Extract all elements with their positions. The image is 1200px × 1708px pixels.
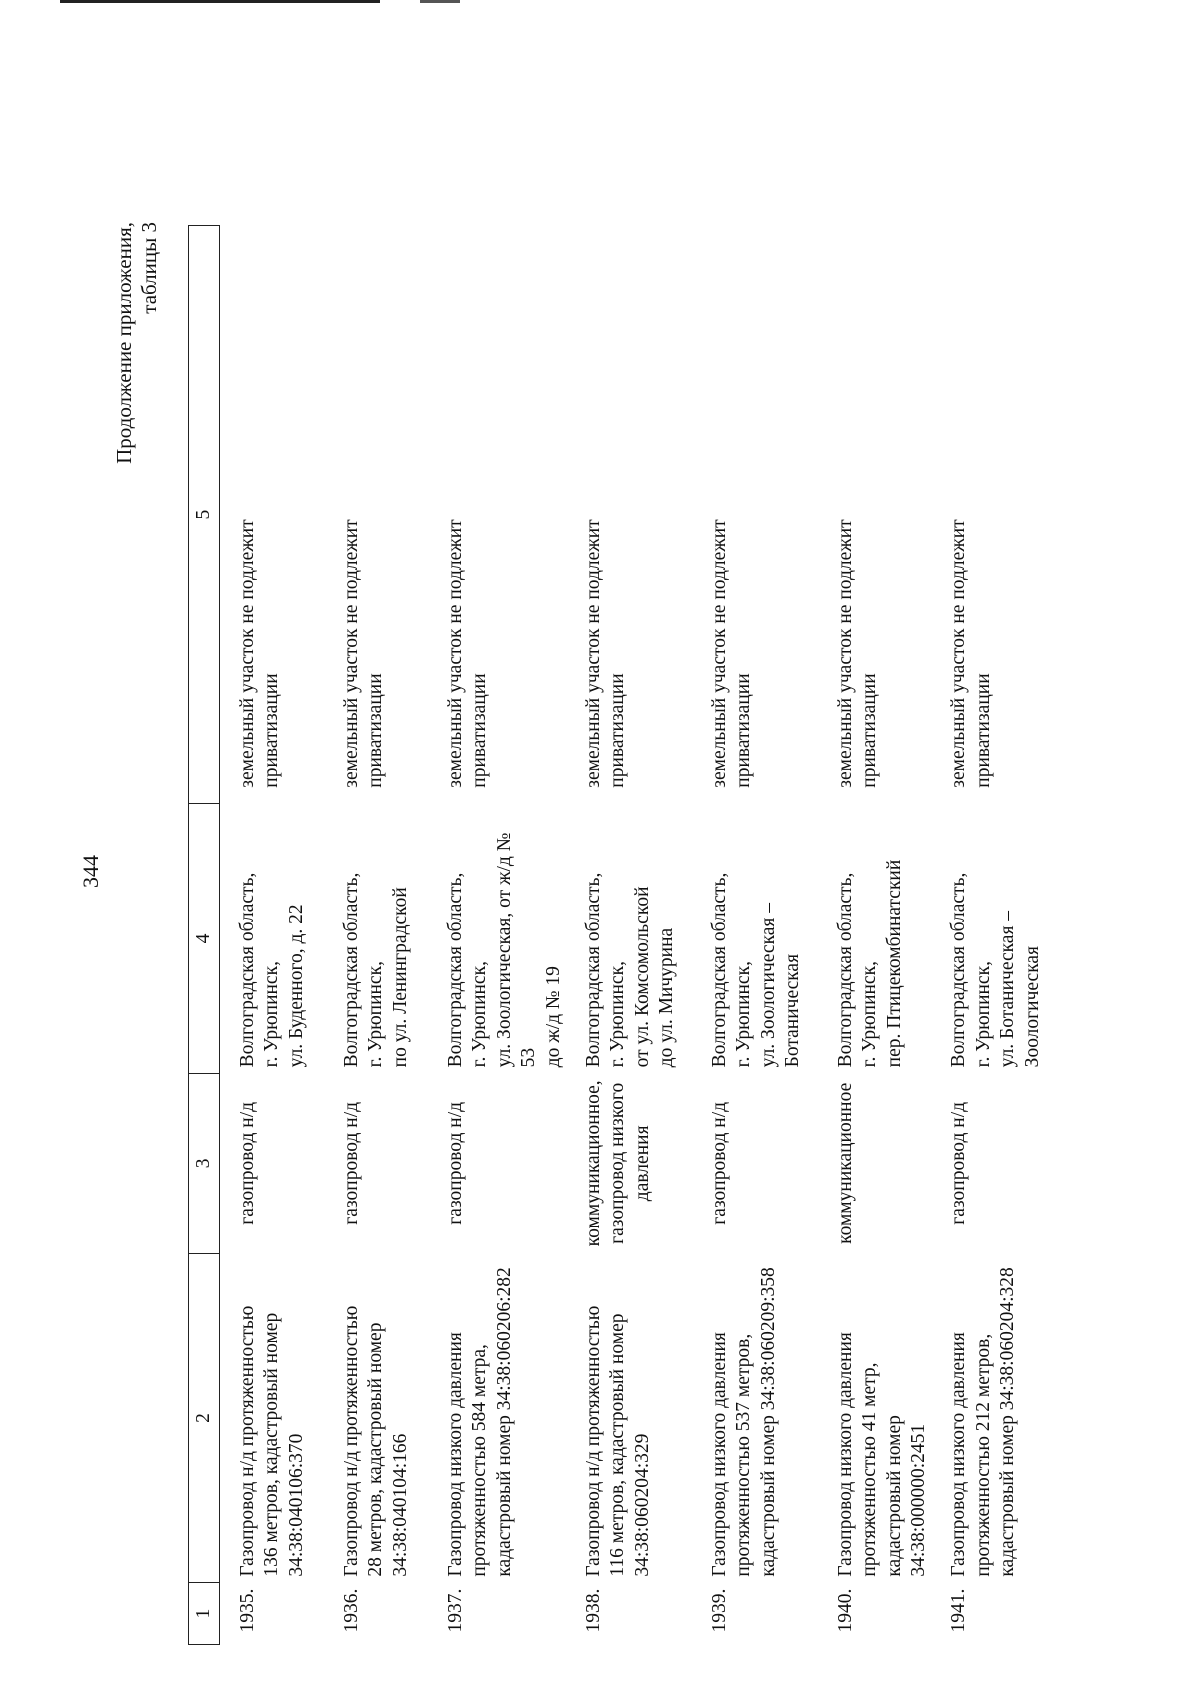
row-number: 1936. (341, 1588, 362, 1633)
object-type: коммуникационное, газопровод низкого давления (582, 1080, 653, 1247)
object-name: Газопровод н/д протяженностью 116 метров, кадастровый номер 34:38:060204:329 (582, 1305, 653, 1577)
object-note: земельный участок не подлежит приватизации (341, 519, 387, 788)
column-header-1: 1 (189, 1583, 220, 1645)
object-address: Волгоградская область, г. Урюпинск, ул. Ботаническая – Зоологическая (948, 872, 1043, 1068)
object-note: земельный участок не подлежит приватизации (948, 519, 994, 788)
object-name: Газопровод н/д протяженностью 28 метров, кадастровый номер 34:38:040104:166 (341, 1305, 411, 1577)
column-header-3: 3 (189, 1073, 220, 1253)
table-row (566, 226, 692, 1645)
row-number: 1937. (445, 1588, 466, 1633)
object-note: земельный участок не подлежит приватизации (445, 519, 491, 788)
object-name: Газопровод низкого давления протяженностью 584 метра, кадастровый номер 34:38:060206:282 (445, 1267, 515, 1577)
row-number: 1939. (708, 1588, 730, 1633)
object-type: газопровод н/д (708, 1101, 730, 1225)
object-note: земельный участок не подлежит приватизации (582, 519, 629, 788)
table-row (428, 226, 566, 1645)
table-row (692, 226, 818, 1645)
object-address: Волгоградская область, г. Урюпинск, ул. Зоологическая, от ж/д № 53 до ж/д № 19 (445, 832, 564, 1068)
page-number: 344 (78, 855, 103, 888)
object-address: Волгоградская область, г. Урюпинск, ул. Зоологическая – Ботаническая (708, 872, 803, 1068)
object-name: Газопровод низкого давления протяженностью 212 метров, кадастровый номер 34:38:060204:328 (948, 1267, 1019, 1577)
object-note: земельный участок не подлежит приватизации (237, 519, 283, 788)
table-row (220, 226, 325, 1645)
continuation-caption: Продолжение приложения, таблицы 3 (112, 222, 162, 464)
table-row (324, 226, 428, 1645)
object-type: газопровод н/д (948, 1101, 970, 1225)
row-number: 1940. (834, 1588, 856, 1633)
object-name: Газопровод низкого давления протяженностью 537 метров, кадастровый номер 34:38:060209:358 (708, 1267, 779, 1577)
column-header-5: 5 (189, 226, 220, 804)
object-address: Волгоградская область, г. Урюпинск, по ул. Ленинградской (341, 872, 411, 1068)
row-number: 1938. (582, 1588, 604, 1633)
column-header-4: 4 (189, 804, 220, 1074)
property-table (188, 225, 1057, 1645)
object-address: Волгоградская область, г. Урюпинск, пер. Птицекомбинатский (834, 859, 905, 1068)
row-number: 1935. (237, 1588, 258, 1633)
object-type: газопровод н/д (341, 1101, 362, 1225)
object-type: газопровод н/д (445, 1101, 466, 1225)
object-address: Волгоградская область, г. Урюпинск, от ул. Комсомольской до ул. Мичурина (582, 872, 677, 1068)
object-note: земельный участок не подлежит приватизации (708, 519, 755, 788)
row-number: 1941. (948, 1588, 970, 1633)
object-address: Волгоградская область, г. Урюпинск, ул. Буденного, д. 22 (237, 872, 307, 1068)
header-row (189, 226, 220, 1645)
column-header-2: 2 (189, 1253, 220, 1582)
object-type: коммуникационное (834, 1082, 856, 1244)
object-name: Газопровод низкого давления протяженностью 41 метр, кадастровый номер 34:38:000000:2451 (834, 1332, 929, 1577)
table-row (818, 226, 932, 1645)
object-type: газопровод н/д (237, 1101, 258, 1225)
table-row (931, 226, 1057, 1645)
object-note: земельный участок не подлежит приватизации (834, 519, 881, 788)
object-name: Газопровод н/д протяженностью 136 метров, кадастровый номер 34:38:040106:370 (237, 1305, 307, 1577)
